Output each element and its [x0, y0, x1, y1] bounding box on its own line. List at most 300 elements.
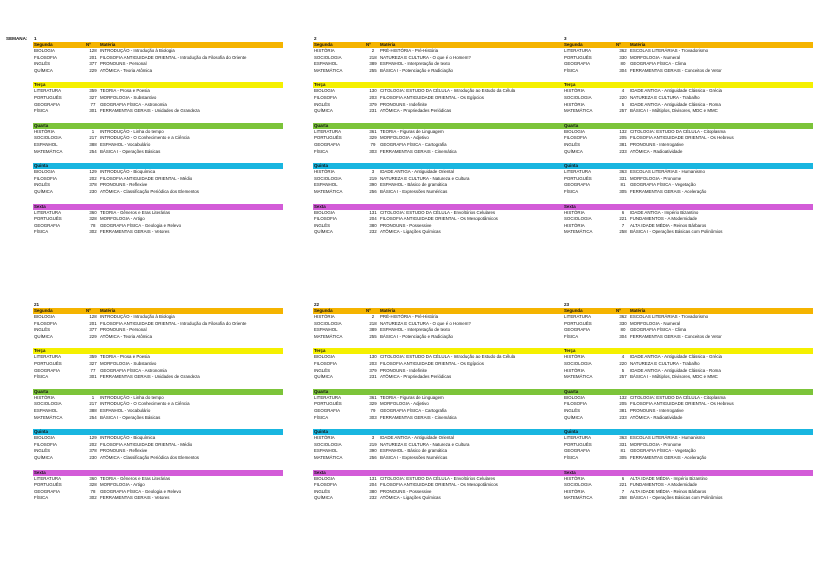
- number-cell: 202: [89, 441, 97, 447]
- subject-cell: INGLÊS: [34, 448, 51, 454]
- topic-cell: FUNDAMENTOS - A Modernidade: [630, 216, 698, 222]
- topic-cell: GEOGRAFIA FÍSICA - Clima: [630, 61, 687, 67]
- table-row: [313, 169, 563, 176]
- day-name: Segunda: [564, 42, 583, 47]
- topic-cell: FERRAMENTAS GERAIS - Conceitos de Vetor: [630, 333, 722, 339]
- number-cell: 218: [369, 320, 377, 326]
- subject-cell: ESPANHOL: [34, 141, 58, 147]
- topic-cell: ATÔMICA - Classificação Periódica dos Elementos: [100, 454, 199, 460]
- subject-cell: FÍSICA: [314, 148, 329, 154]
- subject-cell: QUÍMICA: [564, 148, 583, 154]
- day-section: [313, 308, 563, 340]
- number-cell: 381: [619, 141, 627, 147]
- number-cell: 5: [621, 101, 625, 107]
- table-row: [313, 135, 563, 142]
- number-cell: 130: [369, 88, 377, 94]
- topic-cell: FERRAMENTAS GERAIS - Aceleração: [630, 454, 707, 460]
- day-name: Quarta: [564, 122, 579, 128]
- topic-cell: TEORIA - Gêneros e Eras Literárias: [100, 475, 171, 481]
- number-cell: 255: [369, 67, 377, 73]
- table-row: [563, 354, 813, 361]
- table-row: [563, 108, 813, 115]
- number-cell: 327: [89, 94, 97, 100]
- day-section: [563, 204, 813, 236]
- number-cell: 359: [89, 88, 97, 94]
- subject-cell: PORTUGUÊS: [34, 360, 62, 366]
- day-section: [33, 204, 283, 236]
- topic-cell: ESPANHOL - Vocabulário: [100, 141, 151, 147]
- number-cell: 4: [621, 354, 625, 360]
- subject-cell: LITERATURA: [34, 209, 61, 215]
- number-cell: 257: [619, 374, 627, 380]
- topic-cell: PRONOUNS - Reflexive: [100, 448, 148, 454]
- subject-cell: MATEMÁTICA: [564, 374, 593, 380]
- table-row: [563, 169, 813, 176]
- table-row: [313, 401, 563, 408]
- subject-cell: BIOLOGIA: [34, 435, 55, 441]
- subject-cell: PORTUGUÊS: [34, 216, 62, 222]
- number-cell: 132: [619, 394, 627, 400]
- table-row: [33, 455, 283, 462]
- table-row: [33, 354, 283, 361]
- table-row: [563, 476, 813, 483]
- topic-cell: BÁSICA I - Operações Básicas: [100, 414, 161, 420]
- subject-cell: INGLÊS: [314, 222, 331, 228]
- day-section: [33, 470, 283, 502]
- subject-cell: LITERATURA: [314, 394, 341, 400]
- table-row: [313, 455, 563, 462]
- table-row: [313, 368, 563, 375]
- topic-cell: IDADE ANTIGA - Antiguidade Clássica - Roma: [630, 101, 721, 107]
- subject-cell: INGLÊS: [34, 61, 51, 67]
- topic-cell: ESPANHOL - Vocabulário: [100, 407, 151, 413]
- table-row: [313, 95, 563, 102]
- subject-cell: HISTÓRIA: [564, 475, 585, 481]
- subject-cell: MATEMÁTICA: [314, 188, 343, 194]
- number-cell: 204: [369, 216, 377, 222]
- subject-cell: QUÍMICA: [314, 229, 333, 235]
- number-cell: 390: [369, 448, 377, 454]
- subject-cell: FÍSICA: [34, 229, 49, 235]
- number-cell: 202: [89, 175, 97, 181]
- topic-cell: BÁSICA I - Operações Básicas com Polinômios: [630, 495, 723, 501]
- table-row: [313, 61, 563, 68]
- subject-cell: ESPANHOL: [314, 448, 338, 454]
- number-cell: 233: [619, 414, 627, 420]
- day-name: Sexta: [34, 469, 46, 475]
- subject-cell: LITERATURA: [564, 48, 591, 53]
- day-section: [313, 123, 563, 155]
- subject-cell: FÍSICA: [314, 414, 329, 420]
- number-cell: 205: [619, 135, 627, 141]
- day-name: Quarta: [34, 122, 49, 128]
- number-cell: 81: [620, 448, 626, 454]
- subject-cell: GEOGRAFIA: [314, 407, 341, 413]
- table-row: [313, 176, 563, 183]
- topic-cell: INTRODUÇÃO - Linha do tempo: [100, 394, 164, 400]
- day-name: Segunda: [314, 42, 333, 47]
- topic-cell: FILOSOFIA ANTIGUIDADE ORIENTAL - Os Hebreus: [630, 401, 734, 407]
- day-section: [313, 163, 563, 195]
- number-cell: 305: [619, 454, 627, 460]
- day-name: Quarta: [34, 388, 49, 394]
- semana-label: SEMANA:: [6, 36, 28, 41]
- day-name: Terça: [314, 348, 326, 354]
- number-cell: 256: [369, 454, 377, 460]
- number-cell: 258: [619, 229, 627, 235]
- number-cell: 233: [619, 148, 627, 154]
- subject-cell: MATEMÁTICA: [34, 148, 63, 154]
- day-name: Sexta: [564, 469, 576, 475]
- table-row: [563, 182, 813, 189]
- subject-cell: GEOGRAFIA: [564, 448, 591, 454]
- table-row: [563, 495, 813, 502]
- subject-cell: FÍSICA: [564, 333, 579, 339]
- subject-cell: FILOSOFIA: [34, 54, 57, 60]
- topic-cell: ESPANHOL - Básico de gramática: [380, 448, 448, 454]
- table-row: [563, 102, 813, 109]
- subject-cell: HISTÓRIA: [314, 48, 335, 53]
- topic-cell: TEORIA - Figuras de Linguagem: [380, 394, 444, 400]
- table-row: [313, 229, 563, 236]
- column-header-num: Nº: [86, 308, 91, 313]
- day-name: Terça: [564, 348, 576, 354]
- week-block: [563, 36, 813, 244]
- number-cell: 7: [621, 222, 625, 228]
- number-cell: 131: [369, 209, 377, 215]
- number-cell: 230: [89, 188, 97, 194]
- day-section: [563, 163, 813, 195]
- week-number: 3: [564, 36, 567, 41]
- number-cell: 6: [621, 209, 625, 215]
- number-cell: 330: [619, 320, 627, 326]
- table-row: [33, 88, 283, 95]
- topic-cell: FUNDAMENTOS - A Modernidade: [630, 482, 698, 488]
- table-row: [33, 395, 283, 402]
- table-row: [313, 149, 563, 156]
- subject-cell: GEOGRAFIA: [564, 61, 591, 67]
- number-cell: 2: [371, 314, 375, 319]
- topic-cell: MORFOLOGIA - Pronome: [630, 441, 682, 447]
- day-name: Quinta: [314, 429, 328, 435]
- table-row: [563, 176, 813, 183]
- number-cell: 361: [369, 394, 377, 400]
- subject-cell: LITERATURA: [564, 435, 591, 441]
- column-header-materia: Matéria: [100, 42, 116, 47]
- day-name: Quinta: [564, 163, 578, 169]
- topic-cell: IDADE ANTIGA - Antiguidade Clássica - Grécia: [630, 354, 722, 360]
- number-cell: 331: [619, 441, 627, 447]
- topic-cell: ATÔMICA - Classificação Periódica dos Elementos: [100, 188, 199, 194]
- topic-cell: ESPANHOL - Interpretação de texto: [380, 327, 451, 333]
- subject-cell: BIOLOGIA: [314, 209, 335, 215]
- topic-cell: CITOLOGIA: ESTUDO DA CÉLULA - Envoltórios Celulares: [380, 475, 496, 481]
- table-row: [33, 95, 283, 102]
- number-cell: 378: [89, 182, 97, 188]
- table-row: [563, 68, 813, 75]
- topic-cell: PRONOUNS - Interrogative: [630, 407, 684, 413]
- day-section: [313, 389, 563, 421]
- number-cell: 389: [369, 327, 377, 333]
- topic-cell: GEOGRAFIA FÍSICA - Cartografia: [380, 141, 447, 147]
- number-cell: 331: [619, 175, 627, 181]
- number-cell: 304: [619, 67, 627, 73]
- topic-cell: GEOGRAFIA FÍSICA - Geologia e Relevo: [100, 222, 182, 228]
- subject-cell: MATEMÁTICA: [564, 108, 593, 114]
- day-section: [563, 308, 813, 340]
- topic-cell: ATÔMICA - Ligações Químicas: [380, 495, 441, 501]
- table-row: [563, 189, 813, 196]
- subject-cell: QUÍMICA: [34, 454, 53, 460]
- topic-cell: FILOSOFIA ANTIGUIDADE ORIENTAL - Os Hebreus: [630, 135, 734, 141]
- topic-cell: MORFOLOGIA - Numeral: [630, 320, 681, 326]
- subject-cell: FÍSICA: [564, 454, 579, 460]
- subject-cell: SOCIOLOGIA: [314, 175, 342, 181]
- subject-cell: LITERATURA: [564, 169, 591, 175]
- table-row: [313, 108, 563, 115]
- number-cell: 329: [369, 135, 377, 141]
- number-cell: 218: [369, 54, 377, 60]
- subject-cell: FILOSOFIA: [314, 216, 337, 222]
- day-name: Sexta: [314, 469, 326, 475]
- number-cell: 221: [619, 482, 627, 488]
- topic-cell: MORFOLOGIA - Substantivo: [100, 360, 157, 366]
- subject-cell: PORTUGUÊS: [564, 320, 592, 326]
- topic-cell: ESCOLAS LITERÁRIAS - Trovadorismo: [630, 314, 709, 319]
- subject-cell: FÍSICA: [34, 108, 49, 114]
- topic-cell: NATUREZA E CULTURA - O que é o Homem?: [380, 54, 471, 60]
- table-row: [313, 442, 563, 449]
- table-row: [33, 327, 283, 334]
- subject-cell: HISTÓRIA: [564, 88, 585, 94]
- day-section: [313, 42, 563, 74]
- topic-cell: ESPANHOL - Interpretação de texto: [380, 61, 451, 67]
- topic-cell: ALTA IDADE MÉDIA - Reinos Bárbaros: [630, 222, 707, 228]
- subject-cell: HISTÓRIA: [564, 367, 585, 373]
- subject-cell: LITERATURA: [314, 128, 341, 134]
- subject-cell: FILOSOFIA: [314, 94, 337, 100]
- day-name: Quinta: [34, 429, 48, 435]
- number-cell: 2: [371, 48, 375, 53]
- subject-cell: MATEMÁTICA: [314, 333, 343, 339]
- subject-cell: QUÍMICA: [314, 374, 333, 380]
- subject-cell: HISTÓRIA: [564, 222, 585, 228]
- subject-cell: PORTUGUÊS: [34, 482, 62, 488]
- subject-cell: BIOLOGIA: [34, 169, 55, 175]
- table-row: [313, 182, 563, 189]
- table-row: [33, 408, 283, 415]
- table-row: [313, 55, 563, 62]
- day-name: Quinta: [314, 163, 328, 169]
- subject-cell: LITERATURA: [34, 88, 61, 94]
- table-row: [563, 327, 813, 334]
- table-row: [563, 334, 813, 341]
- table-row: [33, 48, 283, 55]
- day-name: Segunda: [34, 42, 53, 47]
- table-row: [313, 395, 563, 402]
- table-row: [33, 68, 283, 75]
- number-cell: 230: [89, 454, 97, 460]
- number-cell: 80: [620, 327, 626, 333]
- day-name: Sexta: [314, 203, 326, 209]
- table-row: [563, 368, 813, 375]
- topic-cell: FERRAMENTAS GERAIS - Vetores: [100, 495, 170, 501]
- day-name: Terça: [34, 82, 46, 88]
- table-row: [33, 229, 283, 236]
- topic-cell: INTRODUÇÃO - Bioquímica: [100, 435, 156, 441]
- number-cell: 328: [89, 482, 97, 488]
- subject-cell: PORTUGUÊS: [564, 441, 592, 447]
- table-row: [563, 88, 813, 95]
- number-cell: 128: [89, 314, 97, 319]
- table-row: [33, 415, 283, 422]
- table-row: [563, 442, 813, 449]
- subject-cell: HISTÓRIA: [34, 128, 55, 134]
- table-row: [313, 361, 563, 368]
- topic-cell: GEOGRAFIA FÍSICA - Vegetação: [630, 448, 696, 454]
- subject-cell: ESPANHOL: [314, 182, 338, 188]
- column-header-num: Nº: [616, 42, 621, 47]
- number-cell: 258: [619, 495, 627, 501]
- number-cell: 303: [369, 148, 377, 154]
- number-cell: 380: [369, 488, 377, 494]
- day-section: [33, 123, 283, 155]
- topic-cell: PRONOUNS - Possessive: [380, 488, 432, 494]
- number-cell: 254: [89, 148, 97, 154]
- topic-cell: MORFOLOGIA - Numeral: [630, 54, 681, 60]
- table-row: [563, 435, 813, 442]
- day-section: [313, 204, 563, 236]
- day-section: [313, 470, 563, 502]
- number-cell: 302: [89, 229, 97, 235]
- number-cell: 204: [369, 482, 377, 488]
- topic-cell: BÁSICA I - Expressões Numéricas: [380, 188, 448, 194]
- day-name: Quarta: [314, 388, 329, 394]
- topic-cell: PRÉ-HISTÓRIA - Pré-História: [380, 48, 439, 53]
- number-cell: 381: [619, 407, 627, 413]
- topic-cell: IDADE ANTIGA - Antiguidade Clássica - Roma: [630, 367, 721, 373]
- column-header-num: Nº: [366, 308, 371, 313]
- subject-cell: GEOGRAFIA: [34, 222, 61, 228]
- table-row: [563, 135, 813, 142]
- table-row: [33, 142, 283, 149]
- number-cell: 389: [369, 61, 377, 67]
- table-row: [313, 68, 563, 75]
- table-row: [313, 216, 563, 223]
- subject-cell: FÍSICA: [564, 188, 579, 194]
- topic-cell: CITOLOGIA: ESTUDO DA CÉLULA - Envoltórios Celulares: [380, 209, 496, 215]
- number-cell: 4: [621, 88, 625, 94]
- day-name: Quarta: [314, 122, 329, 128]
- topic-cell: INTRODUÇÃO - Introdução à Biologia: [100, 314, 175, 319]
- number-cell: 219: [369, 441, 377, 447]
- table-row: [33, 476, 283, 483]
- table-row: [33, 55, 283, 62]
- week-block: [33, 36, 283, 244]
- topic-cell: MORFOLOGIA - Adjetivo: [380, 401, 429, 407]
- number-cell: 232: [369, 229, 377, 235]
- subject-cell: FILOSOFIA: [34, 175, 57, 181]
- number-cell: 328: [89, 216, 97, 222]
- topic-cell: MORFOLOGIA - Pronome: [630, 175, 682, 181]
- number-cell: 379: [369, 101, 377, 107]
- day-name: Segunda: [34, 308, 53, 313]
- subject-cell: INGLÊS: [564, 141, 581, 147]
- day-section: [563, 42, 813, 74]
- subject-cell: QUÍMICA: [314, 108, 333, 114]
- number-cell: 362: [619, 48, 627, 53]
- topic-cell: FILOSOFIA ANTIGUIDADE ORIENTAL - Os Mesopotâmicos: [380, 482, 498, 488]
- table-row: [313, 374, 563, 381]
- number-cell: 6: [621, 475, 625, 481]
- column-header-materia: Matéria: [380, 42, 396, 47]
- subject-cell: FILOSOFIA: [564, 135, 587, 141]
- subject-cell: SOCIOLOGIA: [34, 401, 62, 407]
- number-cell: 3: [371, 169, 375, 175]
- subject-cell: LITERATURA: [34, 475, 61, 481]
- topic-cell: INTRODUÇÃO - Bioquímica: [100, 169, 156, 175]
- table-row: [563, 374, 813, 381]
- number-cell: 363: [619, 435, 627, 441]
- subject-cell: HISTÓRIA: [564, 209, 585, 215]
- table-row: [33, 321, 283, 328]
- subject-cell: FÍSICA: [564, 67, 579, 73]
- topic-cell: FILOSOFIA ANTIGUIDADE ORIENTAL - Os Mesopotâmicos: [380, 216, 498, 222]
- table-row: [33, 435, 283, 442]
- subject-cell: INGLÊS: [314, 101, 331, 107]
- number-cell: 221: [619, 216, 627, 222]
- week-block: [33, 302, 283, 510]
- number-cell: 359: [89, 354, 97, 360]
- day-section: [33, 348, 283, 380]
- number-cell: 304: [619, 333, 627, 339]
- topic-cell: FERRAMENTAS GERAIS - Conceitos de Vetor: [630, 67, 722, 73]
- number-cell: 203: [369, 94, 377, 100]
- table-row: [563, 321, 813, 328]
- number-cell: 7: [621, 488, 625, 494]
- number-cell: 329: [369, 401, 377, 407]
- table-row: [313, 210, 563, 217]
- topic-cell: PRONOUNS - Indefinite: [380, 367, 428, 373]
- table-row: [313, 495, 563, 502]
- table-row: [33, 135, 283, 142]
- subject-cell: GEOGRAFIA: [564, 327, 591, 333]
- subject-cell: HISTÓRIA: [564, 354, 585, 360]
- number-cell: 301: [89, 108, 97, 114]
- subject-cell: SOCIOLOGIA: [314, 441, 342, 447]
- topic-cell: PRONOUNS - Reflexive: [100, 182, 148, 188]
- topic-cell: IDADE ANTIGA - Antiguidade Oriental: [380, 169, 454, 175]
- subject-cell: MATEMÁTICA: [564, 229, 593, 235]
- table-row: [33, 368, 283, 375]
- topic-cell: FILOSOFIA ANTIGUIDADE ORIENTAL - Introdução da Filosofia do Oriente: [100, 320, 247, 326]
- table-row: [33, 182, 283, 189]
- table-row: [313, 415, 563, 422]
- subject-cell: INGLÊS: [314, 367, 331, 373]
- topic-cell: BÁSICA I - Potenciação e Radiciação: [380, 333, 453, 339]
- table-row: [313, 482, 563, 489]
- number-cell: 220: [619, 360, 627, 366]
- topic-cell: PRÉ-HISTÓRIA - Pré-História: [380, 314, 439, 319]
- topic-cell: MORFOLOGIA - Adjetivo: [380, 135, 429, 141]
- topic-cell: BÁSICA I - Potenciação e Radiciação: [380, 67, 453, 73]
- subject-cell: INGLÊS: [34, 327, 51, 333]
- topic-cell: BÁSICA I - Múltiplos, Divisores, MDC e MMC: [630, 374, 718, 380]
- number-cell: 256: [369, 188, 377, 194]
- table-row: [563, 95, 813, 102]
- number-cell: 1: [91, 128, 95, 134]
- topic-cell: FILOSOFIA ANTIGUIDADE ORIENTAL - Médio: [100, 175, 193, 181]
